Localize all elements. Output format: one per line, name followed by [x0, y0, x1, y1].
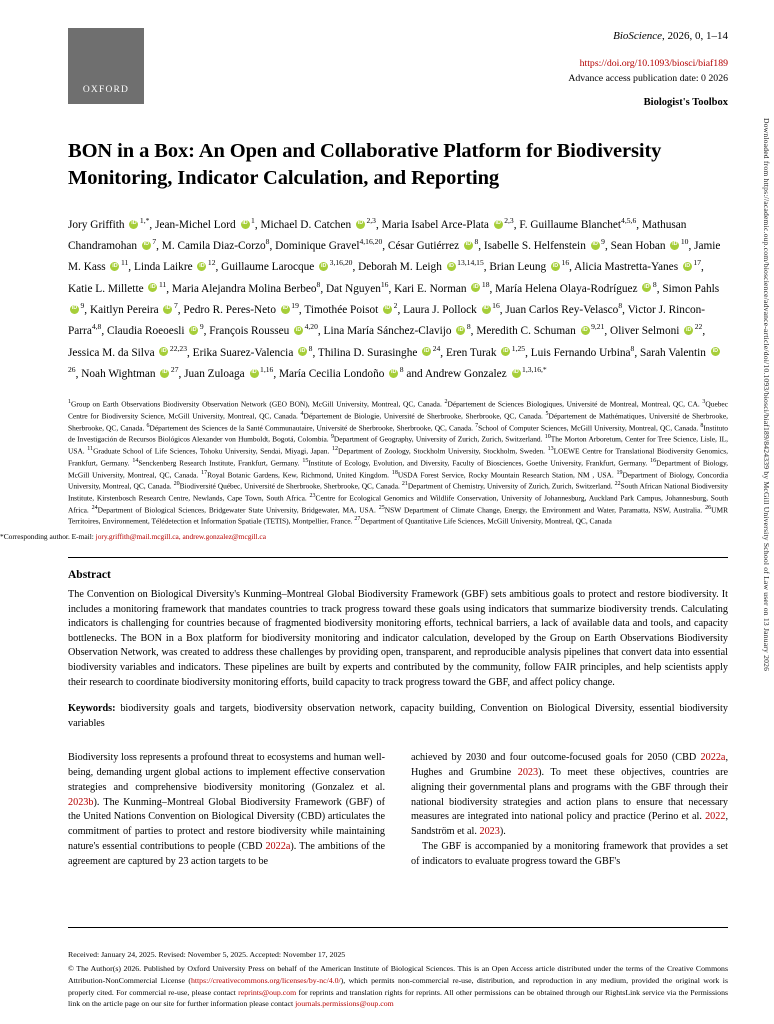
page-header: [0, 0, 774, 112]
keywords-list: biodiversity goals and targets, biodiversity observation network, capacity building, Convention on Biological Diversity, essential biodiversity variables: [68, 703, 728, 729]
author-list: Jory Griffith $iD^{1,*}$, Jean-Michel Lord $iD^1$, Michael D. Catchen iD$^{2,3}$, Maria Isabel Arce-Plata iD$^{2,3}$, F. Guillaume Blanchet$^{4,5,6}$, Mathusan Chandramohan $iD^7$, M. Camila Diaz-Corzo$^8$, Dominique Gravel$^{4,16,20}$, César Gutiérrez $iD^8$, Isabelle S. Helfenstein $iD^9$, Sean Hoban $iD^{10}$, Jamie M. Kass $iD^{11}$, Linda Laikre $iD^{12}$, Guillaume Larocque iD$^{3,16,20}$, Deborah M. Leigh iD$^{13,14,15}$, Brian Leung $iD^{16}$, Alicia Mastretta-Yanes $iD^{17}$, Katie L. Millette $iD^{11}$, Maria Alejandra Molina Berbeo$^8$, Dat Nguyen$^{16}$, Kari E. Norman $iD^{18}$, María Helena Olaya-Rodríguez $iD^8$, Simon Pahls $iD^9$, Kaitlyn Pereira $iD^7$, Pedro R. Peres-Neto $iD^{19}$, Timothée Poisot $iD^2$, Laura J. Pollock $iD^{16}$, Juan Carlos Rey-Velasco$^8$, Victor J. Rincon-Parra$^{4,8}$, Claudia Roeoesli $iD^9$, François Rousseu iD$^{4,20}$, Lina María Sánchez-Clavijo $iD^8$, Meredith C. Schuman iD$^{9,21}$, Oliver Selmoni $iD^{22}$, Jessica M. da Silva iD$^{22,23}$, Erika Suarez-Valencia $iD^8$, Thilina D. Surasinghe $iD^{24}$, Eren Turak iD$^{1,25}$, Luis Fernando Urbina$^8$, Sarah Valentin $iD^{26}$, Noah Wightman $iD^{27}$, Juan Zuloaga iD$^{1,16}$, María Cecilia Londoño $iD^8$ and Andrew Gonzalez $iD^{1,3,16,*}$: [68, 214, 728, 385]
copyright-notice: © The Author(s) 2026. Published by Oxford University Press on behalf of the American Institute of Biological Sciences. This is an Open Access article distributed under the terms of the Creative Commons Attribution-NonCommercial License (https://creativecommons.org/licenses/by-nc/4.0/), which permits non-commercial re-use, distribution, and reproduction in any medium, provided the original work is properly cited. For commercial re-use, please contact reprints@oup.com for reprints and translation rights for reprints. All other permissions can be obtained through our RightsLink service via the Permissions link on the article page on our site for further information please contact journals.permissions@oup.com: [68, 964, 728, 1009]
abstract-text: The Convention on Biological Diversity's Kunming–Montreal Global Biodiversity Framework (GBF) sets ambitious goals to protect and restore biodiversity. It includes a monitoring framework that mandates countries to track progress toward these goals using indicators that summarize biodiversity trends. Calculating indicators is challenging for countries because of fragmented biodiversity monitoring efforts, technical barriers, a lack of available data and tools, and capacity bottlenecks. The BON in a Box platform for biodiversity monitoring and indicator calculation, developed by the Group on Earth Observations Biodiversity Observation Network, was created to address these challenges by providing open, transparent, and reproducible analysis pipelines that convert data into essential biodiversity variables and indicators. These pipelines are built by experts and contributed by the community, follow FAIR principles, and help scientists apply their research to coordinate biodiversity monitoring efforts, build capacity to track progress toward the GBF, and affect policy change.: [68, 589, 728, 688]
section-label: Biologist's Toolbox: [643, 97, 728, 109]
oxford-logo: OXFORD: [68, 28, 144, 104]
keywords-label: Keywords:: [68, 703, 116, 715]
corresponding-email-link[interactable]: jory.griffith@mail.mcgill.ca, andrew.gonzalez@mcgill.ca: [95, 532, 266, 542]
download-watermark: Downloaded from https://academic.oup.com/bioscience/advance-article/doi/10.1093/biosci/biaf189/8424339 by McGill University School of Law user on 13 January 2026: [762, 118, 771, 672]
page-footer: [68, 949, 728, 1010]
affiliations: $^1$Group on Earth Observations Biodiversity Observation Network (GEO BON), McGill University, Montreal, QC, Canada. $^2$Département de Sciences Biologiques, Université de Montreal, Montreal, QC, CA. $^3$Quebec Centre for Biodiversity Science, McGill University, Montreal, QC, Canada. $^4$Département de Biologie, Université de Sherbrooke, Sherbrooke, QC, Canada. $^5$Département de Mathématiques, Université de Sherbrooke, Sherbrooke, QC, Canada. $^6$Département des Sciences de la Santé Communautaire, Université de Sherbrooke, Sherbrooke, QC, Canada. $^7$School of Computer Sciences, McGill University, Montreal, QC, Canada. $^8$Instituto de Investigación de Recursos Biológicos Alexander von Humboldt, Bogotá, Colombia. $^9$Department of Geography, University of Zurich, Zurich, Switzerland. $^{10}$The Morton Arboretum, Center for Tree Science, Lisle, IL, USA. $^{11}$Graduate School of Life Sciences, Tohoku University, Sendai, Miyagi, Japan. $^{12}$Department of Zoology, Stockholm University, Stockholm, Sweden. $^{13}$LOEWE Centre for Translational Biodiversity Genomics, Frankfurt, Germany. $^{14}$Senckenberg Research Institute, Frankfurt, Germany. $^{15}$Institute of Ecology, Evolution, and Diversity, Faculty of Biosciences, Goethe University, Frankfurt, Germany. $^{16}$Department of Biology, McGill University, Montreal, QC, Canada. $^{17}$Royal Botanic Gardens, Kew, Richmond, United Kingdom. $^{18}$USDA Forest Service, Rocky Mountain Research Station, NM , USA. $^{19}$Department of Biology, Concordia University, Montreal, QC, Canada. $^{20}$Biodiversité Québec, Université de Sherbrooke, Sherbrooke, QC, Canada. $^{21}$Department of Chemistry, University of Zurich, Zurich, Switzerland. $^{22}$South African National Biodiversity Institute, Kirstenbosch Research Centre, Newlands, Cape Town, South Africa. $^{23}$Centre for Ecological Genomics and Wildlife Conservation, University of Johannesburg, Auckland Park Campus, Johannesburg, South Africa. $^{24}$Department of Biological Sciences, Bridgewater State University, Bridgewater, MA, USA. $^{25}$NSW Department of Climate Change, Energy, the Environment and Water, Paramatta, NSW, Australia. $^{26}$UMR Territoires, Environnement, Télédetection et Information Spatiale (TETIS), Montpellier, France. $^{27}$Department of Quantitative Life Sciences, McGill University, Montreal, QC, Canada: [68, 399, 729, 526]
received-dates: Received: January 24, 2025. Revised: November 5, 2025. Accepted: November 17, 2025: [68, 949, 346, 959]
body-columns: [68, 751, 728, 869]
abstract-heading: Abstract: [68, 569, 111, 582]
advance-date: Advance access publication date: 0 2026: [568, 73, 728, 85]
corresponding-label: *Corresponding author. E-mail:: [0, 532, 96, 542]
body-column-left: Biodiversity loss represents a profound threat to ecosystems and human well-being, demanding urgent global actions to implement effective conservation strategies and comprehensive biodiversity monitoring (Gonzalez et al. 2023b). The Kunming–Montreal Global Biodiversity Framework (GBF) of the United Nations Convention on Biological Diversity (CBD) articulates the commitment of parties to protect and restore biodiversity while maintaining nature's essential contributions to people (CBD 2022a). The ambitions of the agreement are captured by 23 action targets to be: [68, 752, 385, 867]
footer-divider: [68, 927, 728, 928]
corresponding-author: [0, 532, 774, 541]
journal-citation: [568, 28, 728, 45]
body-column-right: achieved by 2030 and four outcome-focused goals for 2050 (CBD 2022a, Hughes and Grumbine 2023). To meet these objectives, countries are aligning their governmental plans and programs with the GBF through their national biodiversity strategies and action plans to ensure that necessary measures are integrated into national policy and practice (Perino et al. 2022, Sandström et al. 2023). The GBF is accompanied by a monitoring framework that provides a set of indicators to evaluate progress toward the GBF's: [411, 752, 728, 867]
page-title: BON in a Box: An Open and Collaborative Platform for Biodiversity Monitoring, Indicator Calculation, and Reporting: [68, 139, 662, 189]
journal-volume: , 2026, 0, 1–14: [662, 30, 728, 42]
keywords: [68, 702, 728, 731]
abstract-divider: [68, 557, 728, 558]
doi-link[interactable]: https://doi.org/10.1093/biosci/biaf189: [579, 58, 728, 70]
header-meta: [568, 28, 728, 112]
journal-name: BioScience: [613, 30, 662, 42]
